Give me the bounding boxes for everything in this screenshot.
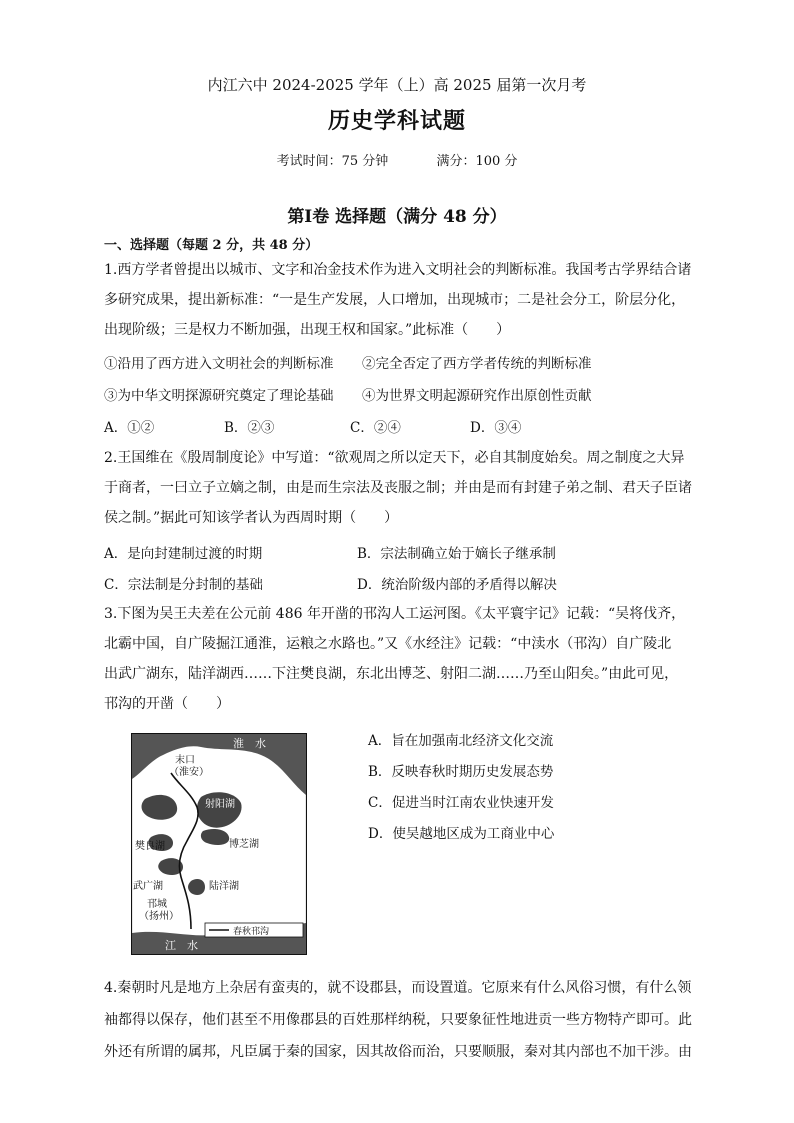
q3-option-c: C．促进当时江南农业快速开发 [368, 795, 554, 811]
label-mokou-city: （淮安） [169, 767, 209, 778]
label-hancheng: 邗城 [147, 899, 167, 910]
q1-statement-2: ②完全否定了西方学者传统的判断标准 [362, 356, 592, 372]
question-1-line-2: 多研究成果，提出新标准：“一是生产发展，人口增加，出现城市；二是社会分工，阶层分化， [104, 292, 686, 308]
question-3-line-2: 北霸中国，自广陵掘江通淮，运粮之水路也。”又《水经注》记载：“中渎水（邗沟）自广陵北 [104, 636, 672, 652]
label-bozhi: 博芝湖 [229, 839, 259, 850]
question-2-line-3: 侯之制。”据此可知该学者认为西周时期（ ） [104, 510, 399, 526]
q1-option-c: C．②④ [350, 420, 401, 436]
q2-option-d: D．统治阶级内部的矛盾得以解决 [357, 577, 557, 593]
q1-statement-4: ④为世界文明起源研究作出原创性贡献 [362, 388, 592, 404]
q1-statement-1: ①沿用了西方进入文明社会的判断标准 [104, 356, 334, 372]
hangou-canal-map [131, 733, 307, 955]
q2-option-b: B．宗法制确立始于嫡长子继承制 [357, 546, 556, 562]
section-title: 一、选择题（每题 2 分，共 48 分） [104, 238, 319, 253]
q1-option-b: B．②③ [224, 420, 275, 436]
part-title: 第Ⅰ卷 选择题（满分 48 分） [287, 207, 507, 227]
label-legend: 春秋邗沟 [233, 927, 270, 937]
label-fanliang: 樊良湖 [135, 841, 165, 852]
question-4-line-3: 外还有所谓的属邦，凡臣属于秦的国家，因其故俗而治，只要顺服，秦对其内部也不加干涉。由 [104, 1044, 692, 1060]
question-4-line-2: 袖都得以保存，他们甚至不用像郡县的百姓那样纳税，只要象征性地进贡一些方物特产即可。此 [104, 1012, 692, 1028]
label-luyang: 陆洋湖 [209, 881, 239, 892]
question-1-line-3: 出现阶级；三是权力不断加强，出现王权和国家。”此标准（ ） [104, 322, 511, 338]
label-jiang: 江 水 [165, 939, 198, 952]
exam-meta [0, 150, 794, 169]
school-line: 内江六中 2024-2025 学年（上）高 2025 届第一次月考 [207, 76, 587, 94]
question-2-line-1: 2.王国维在《殷周制度论》中写道：“欲观周之所以定天下，必自其制度始矣。周之制度之大异 [104, 450, 685, 466]
question-2-line-2: 于商者，一曰立子立嫡之制，由是而生宗法及丧服之制；并由是而有封建子弟之制、君天子臣诸 [104, 480, 692, 496]
label-hancheng-city: （扬州） [139, 911, 179, 922]
exam-score: 满分：100 分 [436, 154, 518, 169]
q2-option-c: C．宗法制是分封制的基础 [104, 577, 263, 593]
q2-option-a: A．是向封建制过渡的时期 [104, 546, 263, 562]
q1-statement-3: ③为中华文明探源研究奠定了理论基础 [104, 388, 334, 404]
q1-option-d: D．③④ [470, 420, 522, 436]
question-1-line-1: 1.西方学者曾提出以城市、文字和冶金技术作为进入文明社会的判断标准。我国考古学界结合诸 [104, 262, 692, 278]
q3-option-b: B．反映春秋时期历史发展态势 [368, 764, 554, 780]
question-3-line-4: 邗沟的开凿（ ） [104, 696, 230, 712]
exam-time: 考试时间：75 分钟 [276, 154, 389, 169]
q1-option-a: A．①② [104, 420, 155, 436]
subject-title: 历史学科试题 [327, 108, 466, 134]
question-3-line-3: 出武广湖东，陆洋湖西……下注樊良湖，东北出博芝、射阳二湖……乃至山阳矣。”由此可见， [104, 666, 679, 682]
label-sheyang: 射阳湖 [205, 799, 235, 810]
q3-option-d: D．使吴越地区成为工商业中心 [368, 826, 555, 842]
label-huai: 淮 水 [233, 737, 266, 750]
q3-option-a: A．旨在加强南北经济文化交流 [368, 733, 554, 749]
label-mokou: 末口 [175, 755, 195, 766]
question-3-line-1: 3.下图为吴王夫差在公元前 486 年开凿的邗沟人工运河图。《太平寰宇记》记载：“吴将伐齐， [104, 606, 686, 622]
question-4-line-1: 4.秦朝时凡是地方上杂居有蛮夷的，就不设郡县，而设置道。它原来有什么风俗习惯，有什么领 [104, 980, 692, 996]
label-wuguang: 武广湖 [133, 881, 163, 892]
